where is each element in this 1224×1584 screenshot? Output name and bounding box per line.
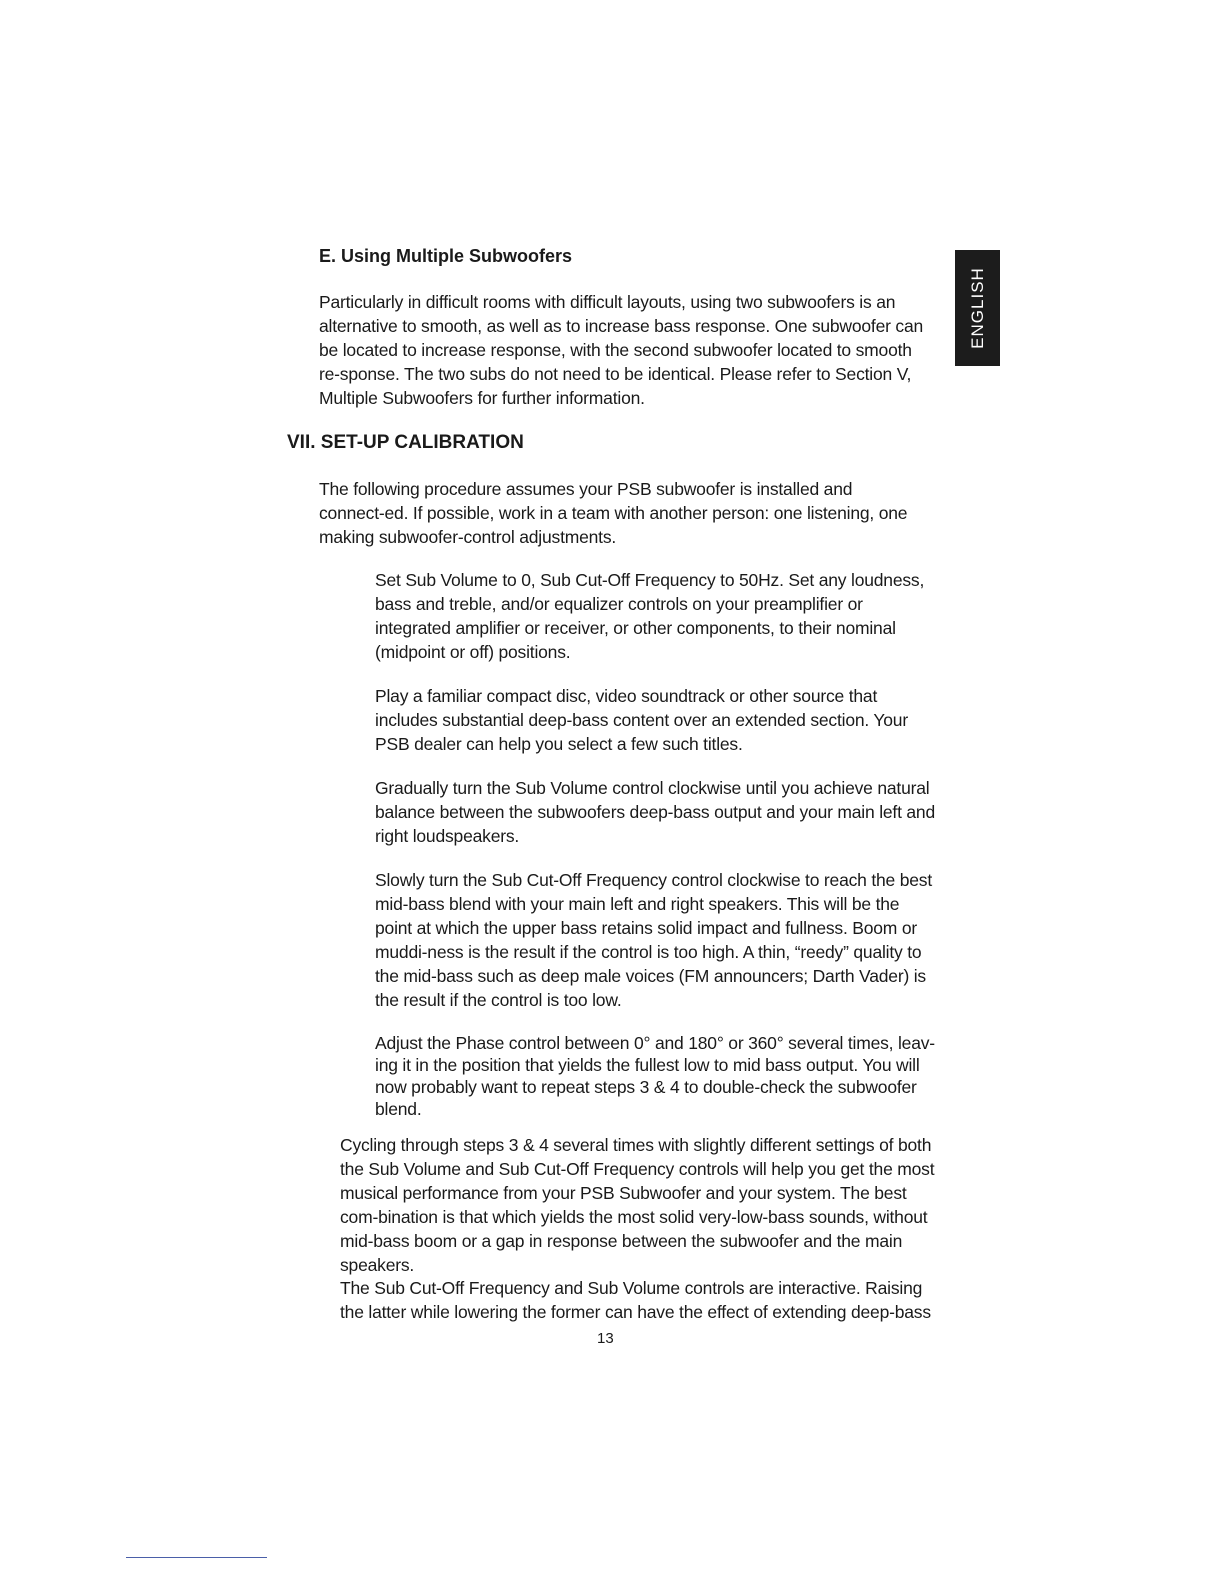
calibration-step-2: Play a familiar compact disc, video soundtrack or other source that includes substantial deep-bass content over an extended section. Your PSB dealer can help you select a few such titles.: [375, 686, 908, 754]
calibration-steps-list: [375, 568, 935, 1120]
calibration-step-4: Slowly turn the Sub Cut-Off Frequency control clockwise to reach the best mid-bass blend with your main left and right speakers. This will be the point at which the upper bass retains solid impact and fullness. Boom or muddi-ness is the result if the control is too high. A thin, “reedy” quality to the mid-bass such as deep male voices (FM announcers; Darth Vader) is the result if the control is too low.: [375, 870, 933, 1010]
footnote-divider: [126, 1557, 267, 1558]
page-number: 13: [597, 1330, 614, 1347]
calibration-step-3: Gradually turn the Sub Volume control clockwise until you achieve natural balance between the subwoofers deep-bass output and your main left and right loudspeakers.: [375, 778, 935, 846]
cycling-paragraph: Cycling through steps 3 & 4 several times with slightly different settings of both the Sub Volume and Sub Cut-Off Frequency controls will help you get the most musical performance from your PSB Subwoofer and your system. The best com-bination is that which yields the most solid very-low-bass sounds, without mid-bass boom or a gap in response between the subwoofer and the main speakers.: [340, 1135, 935, 1275]
language-tab-label: ENGLISH: [967, 267, 987, 349]
section-e-paragraph: Particularly in difficult rooms with difficult layouts, using two subwoofers is an alternative to smooth, as well as to increase bass response. One subwoofer can be located to increase response, with the second subwoofer located to smooth re-sponse. The two subs do not need to be identical. Please refer to Section V, Multiple Subwoofers for further information.: [319, 292, 924, 408]
calibration-step-1: Set Sub Volume to 0, Sub Cut-Off Frequency to 50Hz. Set any loudness, bass and treble, and/or equalizer controls on your preamplifier or integrated amplifier or receiver, or other components, to their nominal (midpoint or off) positions.: [375, 570, 925, 662]
section-vii-heading: VII. SET-UP CALIBRATION: [287, 432, 524, 453]
section-e-heading: E. Using Multiple Subwoofers: [319, 246, 573, 266]
interactive-controls-paragraph: The Sub Cut-Off Frequency and Sub Volume controls are interactive. Raising the latter while lowering the former can have the effect of extending deep-bass: [340, 1278, 931, 1322]
calibration-intro-paragraph: The following procedure assumes your PSB subwoofer is installed and connect-ed. If possible, work in a team with another person: one listening, one making subwoofer-control adjustments.: [319, 479, 908, 547]
calibration-step-5: Adjust the Phase control between 0° and 180° or 360° several times, leav-ing it in the position that yields the fullest low to mid bass output. You will now probably want to repeat steps 3 & 4 to double-check the subwoofer blend.: [375, 1033, 935, 1119]
language-tab: [955, 250, 1000, 366]
